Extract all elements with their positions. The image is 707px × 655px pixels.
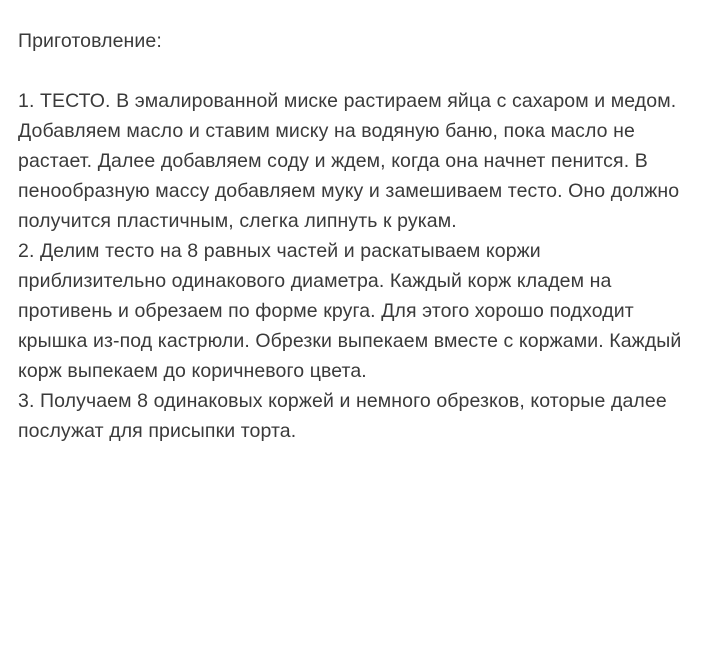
- paragraph-step-2: 2. Делим тесто на 8 равных частей и раскатываем коржи приблизительно одинакового диаметра. Каждый корж кладем на противень и обрезаем по форме круга. Для этого хорошо подходит крышка из-под кастрюли. Обрезки выпекаем вместе с коржами. Каждый корж выпекаем до коричневого цвета.: [18, 240, 687, 382]
- page-title: Приготовление:: [18, 30, 162, 52]
- paragraph-step-3: 3. Получаем 8 одинаковых коржей и немного обрезков, которые далее послужат для присыпки торта.: [18, 390, 673, 442]
- recipe-text-block: [18, 26, 689, 446]
- paragraph-step-1: 1. ТЕСТО. В эмалированной миске растираем яйца с сахаром и медом. Добавляем масло и ставим миску на водяную баню, пока масло не растает. Далее добавляем соду и ждем, когда она начнет пенится. В пенообразную массу добавляем муку и замешиваем тесто. Оно должно получится пластичным, слегка липнуть к рукам.: [18, 90, 685, 232]
